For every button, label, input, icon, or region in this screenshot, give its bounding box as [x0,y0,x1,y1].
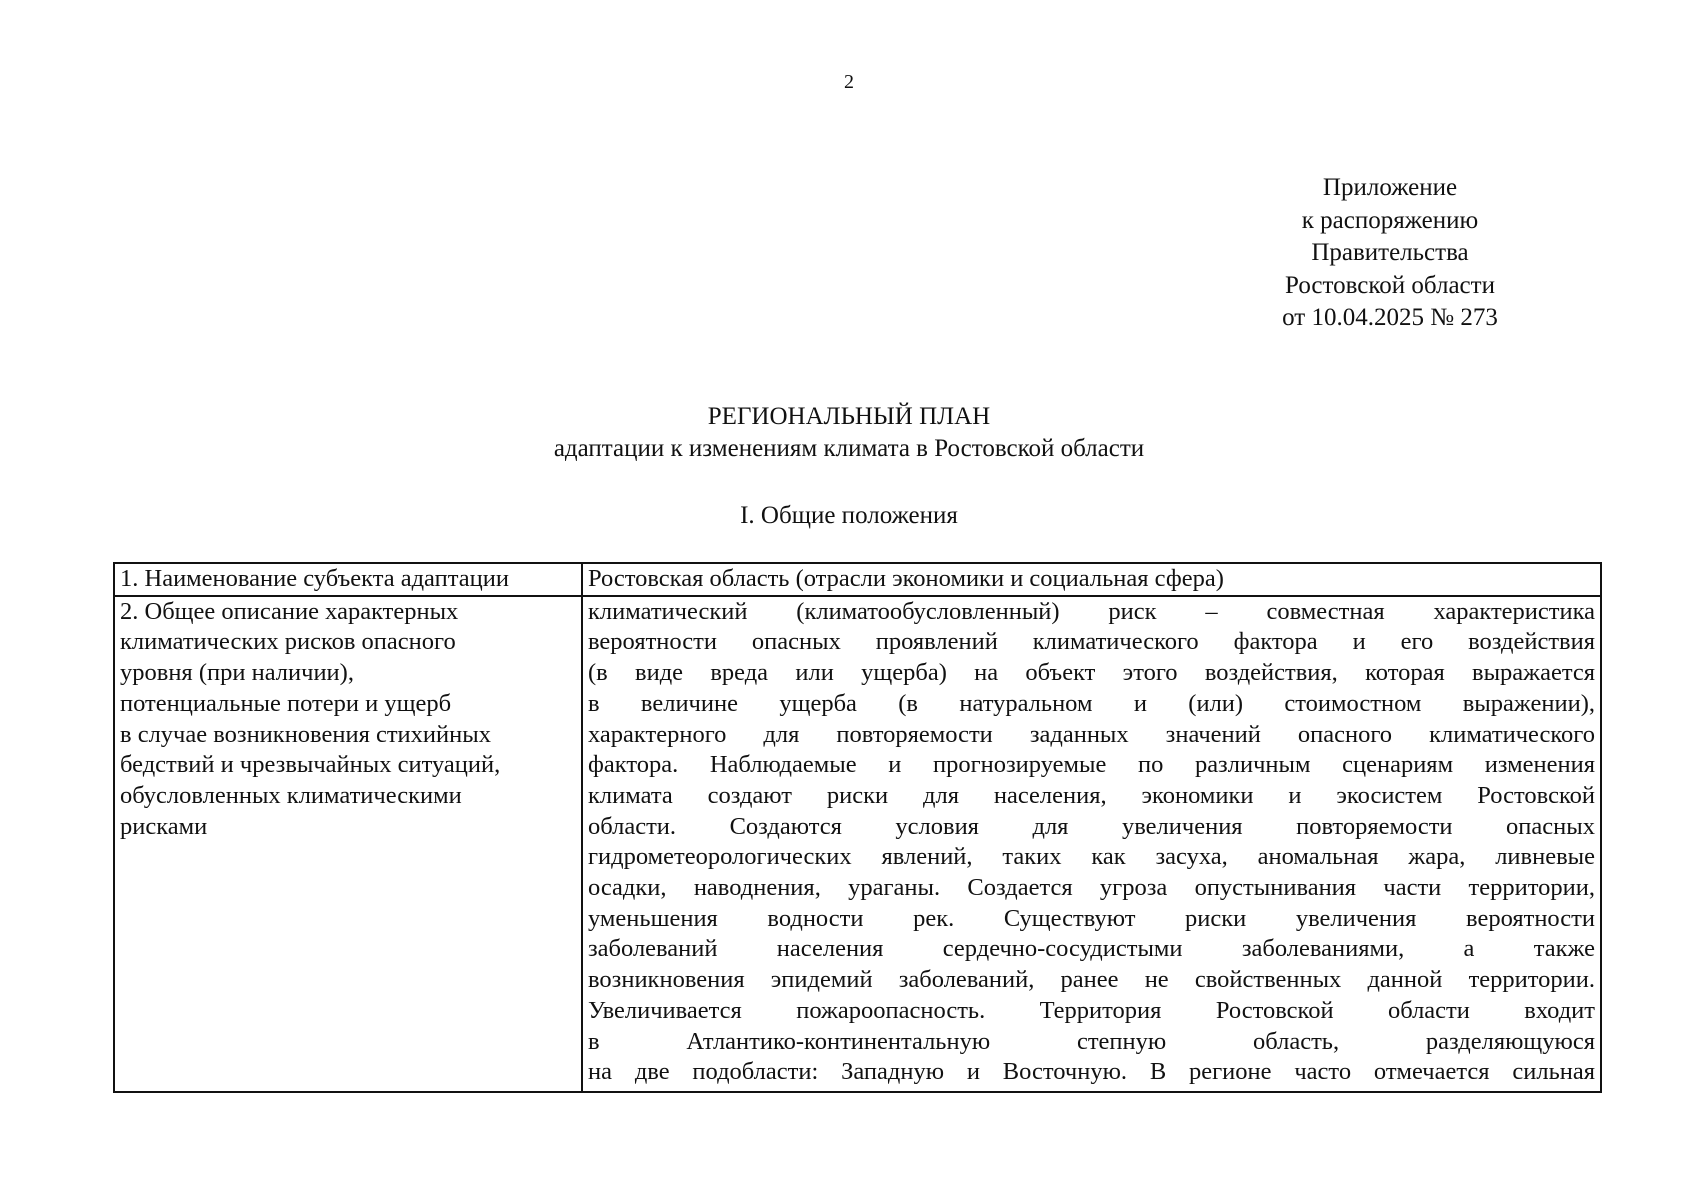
label-line: 2. Общее описание характерных [120,597,459,625]
label-line: климатических рисков опасного [120,628,456,656]
document-title [0,401,1698,465]
label-line: уровня (при наличии), [120,659,354,687]
row-value-cell: Ростовская область (отрасли экономики и социальная сфера) [582,563,1601,596]
value-line: возникновения эпидемий заболеваний, ранее не свойственных данной территории. [588,966,1595,994]
value-line: осадки, наводнения, ураганы. Создается угроза опустынивания части территории, [588,874,1595,902]
value-line: области. Создаются условия для увеличения повторяемости опасных [588,812,1595,840]
value-line: климатический (климатообусловленный) риск – совместная характеристика [588,597,1595,625]
general-provisions-table [113,562,1602,1093]
value-line: фактора. Наблюдаемые и прогнозируемые по различным сценариям изменения [588,751,1595,779]
title-subtitle: адаптации к изменениям климата в Ростовской области [553,435,1145,462]
appendix-line: от 10.04.2025 № 273 [1282,304,1498,331]
value-line: гидрометеорологических явлений, таких как засуха, аномальная жара, ливневые [588,843,1595,871]
value-line: климата создают риски для населения, экономики и экосистем Ростовской [588,781,1595,809]
value-line: уменьшения водности рек. Существуют риски увеличения вероятности [588,904,1595,932]
appendix-block [1240,172,1540,335]
label-line: потенциальные потери и ущерб [120,689,452,717]
label-line: бедствий и чрезвычайных ситуаций, [120,751,501,779]
row-value-cell [582,596,1601,1092]
title-main: РЕГИОНАЛЬНЫЙ ПЛАН [707,403,991,430]
value-line: заболеваний населения сердечно-сосудистыми заболеваниями, а также [588,935,1595,963]
value-line: характерного для повторяемости заданных значений опасного климатического [588,720,1595,748]
table-row [114,596,1601,1092]
value-line: в Атлантико-континентальную степную область, разделяющуюся [588,1027,1595,1055]
value-line: на две подобласти: Западную и Восточную. В регионе часто отмечается сильная [588,1058,1595,1086]
table-row [114,563,1601,596]
row-label-cell: 1. Наименование субъекта адаптации [114,563,582,596]
page-number: 2 [844,71,854,93]
appendix-line: Ростовской области [1285,271,1495,299]
appendix-line: к распоряжению [1301,206,1479,234]
value-line: в величине ущерба (в натуральном и (или) стоимостном выражении), [588,689,1595,717]
section-heading: I. Общие положения [740,502,958,529]
value-line: Увеличивается пожароопасность. Территория Ростовской области входит [588,996,1595,1024]
label-line: в случае возникновения стихийных [120,720,491,748]
appendix-line: Правительства [1311,239,1469,266]
label-line: рисками [120,812,208,840]
row-label-cell [114,596,582,1092]
value-line: (в виде вреда или ущерба) на объект этого воздействия, которая выражается [588,659,1595,687]
label-line: обусловленных климатическими [120,781,462,809]
appendix-line: Приложение [1322,174,1458,201]
value-line: вероятности опасных проявлений климатического фактора и его воздействия [588,628,1595,656]
